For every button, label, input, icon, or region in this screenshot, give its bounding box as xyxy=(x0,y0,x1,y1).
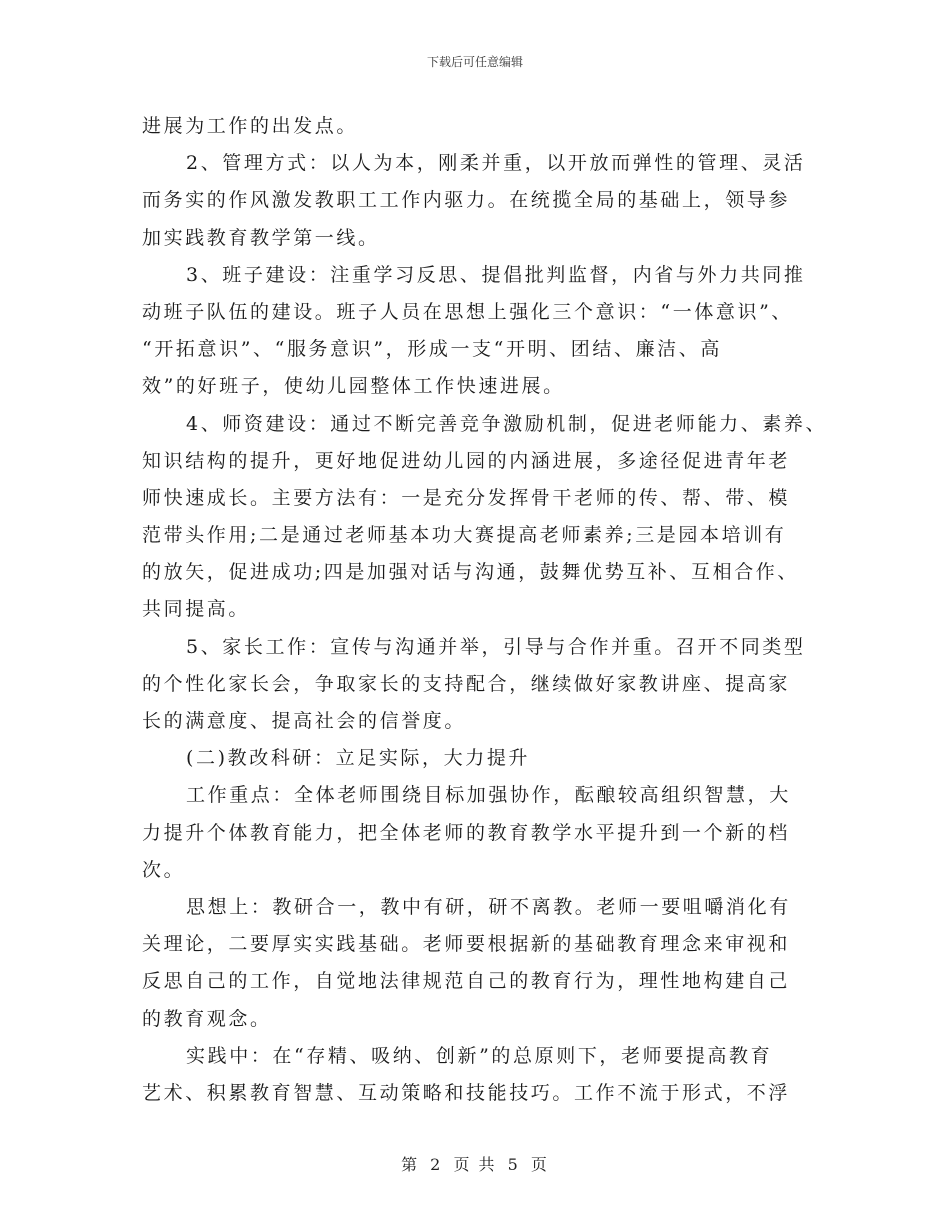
text-line: 实践中：在“存精、吸纳、创新”的总原则下，老师要提高教育 xyxy=(186,1044,773,1067)
document-body xyxy=(142,108,832,1112)
text-line: 3、班子建设：注重学习反思、提倡批判监督，内省与外力共同推 xyxy=(186,263,806,286)
text-line: 思想上：教研合一，教中有研，研不离教。老师一要咀嚼消化有 xyxy=(186,895,791,918)
text-line: 效”的好班子，使幼儿园整体工作快速进展。 xyxy=(142,375,565,398)
footer-prefix: 第 xyxy=(401,1155,420,1174)
text-line: 的个性化家长会，争取家长的支持配合，继续做好家教讲座、提高家 xyxy=(142,672,791,695)
text-line: “开拓意识”、“服务意识”，形成一支“开明、团结、廉洁、高 xyxy=(142,338,722,361)
text-line: 而务实的作风激发教职工工作内驱力。在统揽全局的基础上，领导参 xyxy=(142,189,791,212)
text-line: 艺术、积累教育智慧、互动策略和技能技巧。工作不流于形式，不浮 xyxy=(142,1081,791,1104)
page-footer xyxy=(0,1152,950,1175)
text-line: 师快速成长。主要方法有：一是充分发挥骨干老师的传、帮、带、模 xyxy=(142,486,791,509)
text-line: 5、家长工作：宣传与沟通并举，引导与合作并重。召开不同类型 xyxy=(186,635,806,658)
total-page-count: 5 xyxy=(507,1155,520,1174)
page-header: 下载后可任意编辑 xyxy=(426,55,523,69)
text-line: 工作重点：全体老师围绕目标加强协作，酝酿较高组织智慧，大 xyxy=(186,784,791,807)
text-line: 的教育观念。 xyxy=(142,1007,272,1030)
current-page-number: 2 xyxy=(430,1155,443,1174)
text-line: 长的满意度、提高社会的信誉度。 xyxy=(142,710,467,732)
text-line: 进展为工作的出发点。 xyxy=(142,115,359,137)
text-line: 次。 xyxy=(142,858,186,881)
text-line: 4、师资建设：通过不断完善竞争激励机制，促进老师能力、素养、 xyxy=(186,412,828,435)
text-line: 2、管理方式：以人为本，刚柔并重，以开放而弹性的管理、灵活 xyxy=(186,152,806,175)
text-line: 关理论，二要厚实实践基础。老师要根据新的基础教育理念来审视和 xyxy=(142,933,791,956)
footer-middle: 页 共 xyxy=(453,1155,497,1174)
text-line: 知识结构的提升，更好地促进幼儿园的内涵进展，多途径促进青年老 xyxy=(142,449,791,472)
section-heading: (二)教改科研：立足实际，大力提升 xyxy=(186,747,531,770)
text-line: 范带头作用;二是通过老师基本功大赛提高老师素养;三是园本培训有 xyxy=(142,524,787,547)
footer-suffix: 页 xyxy=(530,1155,549,1174)
text-line: 动班子队伍的建设。班子人员在思想上强化三个意识：“一体意识”、 xyxy=(142,300,794,323)
text-line: 的放矢，促进成功;四是加强对话与沟通，鼓舞优势互补、互相合作、 xyxy=(142,561,800,584)
text-line: 共同提高。 xyxy=(142,598,251,621)
text-line: 反思自己的工作，自觉地法律规范自己的教育行为，理性地构建自己 xyxy=(142,970,791,993)
text-line: 力提升个体教育能力，把全体老师的教育教学水平提升到一个新的档 xyxy=(142,821,791,844)
text-line: 加实践教育教学第一线。 xyxy=(142,226,380,249)
